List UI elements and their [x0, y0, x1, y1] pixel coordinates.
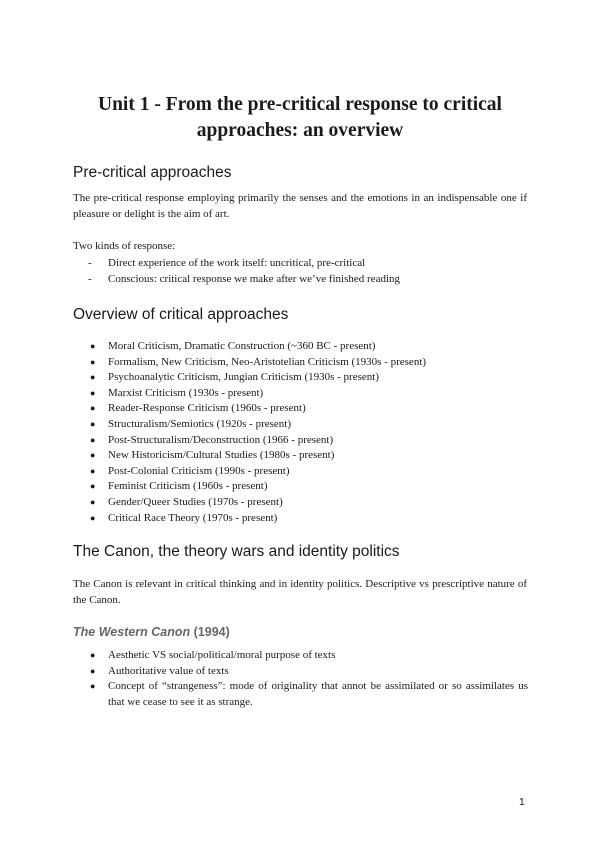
bullet-icon: ● — [90, 496, 96, 507]
bullet-icon: ● — [90, 372, 96, 383]
list-item — [88, 417, 528, 433]
bullet-icon: ● — [90, 681, 96, 692]
list-item — [88, 386, 528, 402]
bullet-icon: ● — [90, 665, 96, 676]
list-item-text: Gender/Queer Studies (1970s - present) — [108, 495, 283, 508]
dash-marker: - — [88, 257, 92, 269]
list-item — [88, 664, 528, 680]
bullet-icon: ● — [90, 387, 96, 398]
list-item-text: Critical Race Theory (1970s - present) — [108, 511, 278, 524]
bullet-icon: ● — [90, 418, 96, 429]
list-item-text: Moral Criticism, Dramatic Construction (~360 BC - present) — [108, 340, 376, 352]
section-heading-precritical: Pre-critical approaches — [73, 164, 232, 181]
section-heading-overview: Overview of critical approaches — [73, 306, 289, 323]
subheading-year: (1994) — [193, 625, 230, 639]
list-item-text: New Historicism/Cultural Studies (1980s - present) — [108, 449, 335, 462]
list-item-text: Formalism, New Criticism, Neo-Aristotelian Criticism (1930s - present) — [108, 355, 427, 368]
list-item — [88, 401, 528, 417]
list-item-text: Feminist Criticism (1960s - present) — [108, 480, 268, 493]
list-item — [88, 256, 528, 272]
list-item — [88, 355, 528, 371]
list-item-text: Concept of “strangeness”: mode of originality that annot be assimilated or so assimilates us that we cease to see it as strange. — [108, 680, 528, 708]
list-item — [88, 433, 528, 449]
approaches-list — [88, 339, 528, 526]
bullet-icon: ● — [90, 403, 96, 414]
list-item — [88, 679, 528, 710]
list-item-text: Direct experience of the work itself: uncritical, pre-critical — [108, 257, 366, 269]
canon-paragraph: The Canon is relevant in critical thinking and in identity politics. Descriptive vs prescriptive nature of the Canon. — [73, 578, 527, 606]
list-item — [88, 370, 528, 386]
list-item — [88, 339, 528, 355]
page-number: 1 — [519, 796, 525, 808]
western-canon-subheading — [73, 625, 230, 639]
bullet-icon: ● — [90, 341, 96, 351]
bullet-icon: ● — [90, 434, 96, 445]
bullet-icon: ● — [90, 450, 96, 461]
list-item-text: Psychoanalytic Criticism, Jungian Criticism (1930s - present) — [108, 371, 379, 384]
list-item-text: Marxist Criticism (1930s - present) — [108, 386, 264, 399]
list-item — [88, 448, 528, 464]
dash-marker: - — [88, 272, 92, 285]
bullet-icon: ● — [90, 650, 96, 660]
list-item — [88, 272, 528, 288]
bullet-icon: ● — [90, 465, 96, 476]
list-item-text: Post-Colonial Criticism (1990s - present) — [108, 464, 290, 477]
bullet-icon: ● — [90, 481, 96, 492]
list-item — [88, 479, 528, 495]
page-title: Unit 1 - From the pre-critical response to critical approaches: an overview — [98, 94, 502, 141]
list-item-text: Aesthetic VS social/political/moral purpose of texts — [108, 649, 336, 661]
list-item — [88, 511, 528, 527]
two-kinds-label: Two kinds of response: — [73, 240, 176, 252]
list-item-text: Conscious: critical response we make after we’ve finished reading — [108, 272, 401, 285]
list-item-text: Authoritative value of texts — [108, 664, 229, 677]
section-heading-canon: The Canon, the theory wars and identity politics — [73, 543, 400, 560]
bullet-icon: ● — [90, 356, 96, 367]
list-item-text: Post-Structuralism/Deconstruction (1966 - present) — [108, 433, 334, 446]
subheading-title: The Western Canon — [73, 625, 191, 639]
precritical-paragraph: The pre-critical response employing primarily the senses and the emotions in an indispensable one if pleasure or delight is the aim of art. — [73, 192, 527, 220]
list-item — [88, 648, 528, 664]
canon-list — [88, 648, 528, 710]
list-item — [88, 464, 528, 480]
list-item — [88, 495, 528, 511]
list-item-text: Structuralism/Semiotics (1920s - present) — [108, 417, 291, 430]
bullet-icon: ● — [90, 512, 96, 523]
list-item-text: Reader-Response Criticism (1960s - present) — [108, 402, 306, 415]
response-list — [88, 256, 528, 287]
